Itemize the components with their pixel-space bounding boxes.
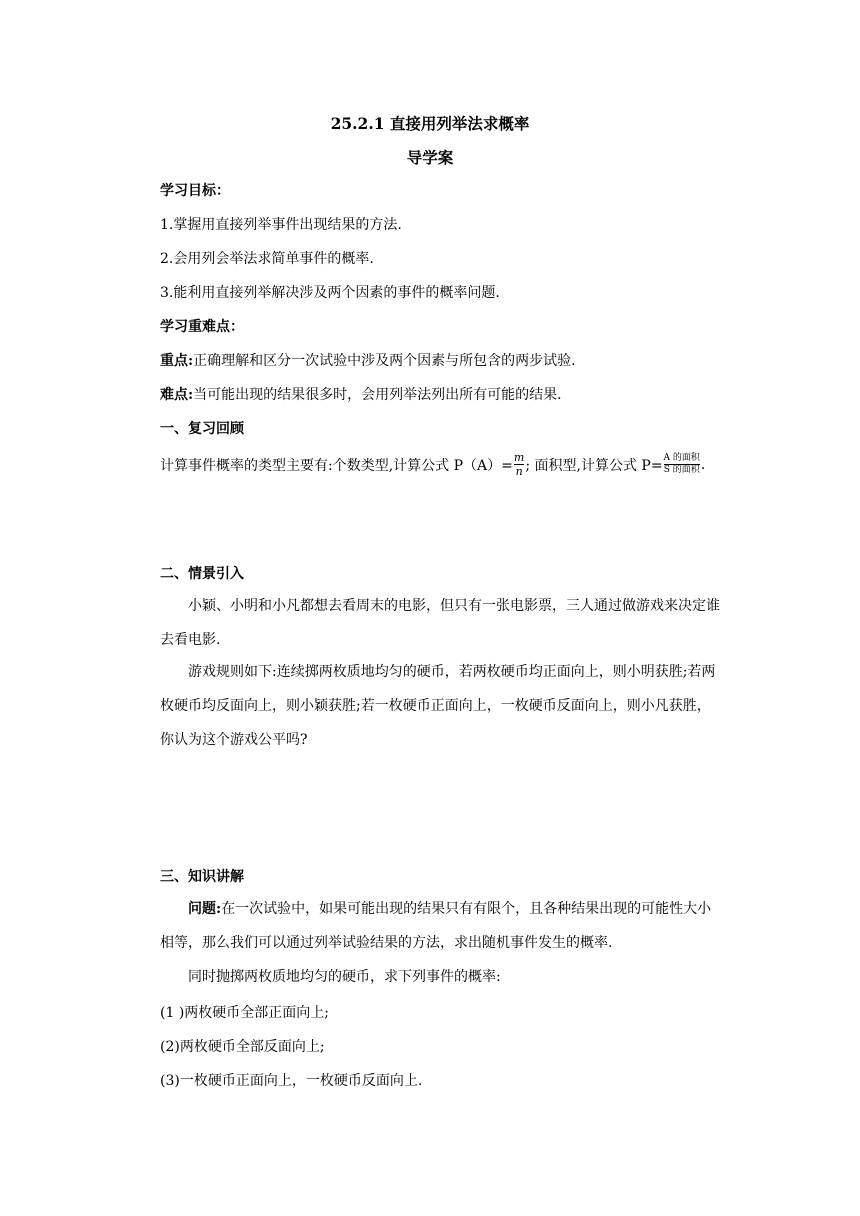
goal-item-1: 1.掌握用直接列举事件出现结果的方法. <box>160 217 402 233</box>
problem-label: 问题: <box>188 901 222 917</box>
exercise-intro: 同时抛掷两枚质地均匀的硬币，求下列事件的概率: <box>188 969 501 985</box>
review-text-c: . <box>700 456 706 473</box>
review-text-a: 计算事件概率的类型主要有:个数类型,计算公式 P（A）= <box>160 457 513 474</box>
problem-text: 在一次试验中，如果可能出现的结果只有有限个，且各种结果出现的可能性大小相等，那么我们可以通过列举试验结果的方法，求出随机事件发生的概率. <box>160 901 712 951</box>
key-point-text: 正确理解和区分一次试验中涉及两个因素与所包含的两步试验. <box>193 353 576 369</box>
fraction-denominator-n: n <box>515 465 523 478</box>
keypoints-heading: 学习重难点： <box>160 319 244 335</box>
scenario-paragraph-2: 游戏规则如下:连续掷两枚质地均匀的硬币，若两枚硬币均正面向上，则小明获胜;若两枚硬币均反面向上，则小颖获胜;若一枚硬币正面向上，一枚硬币反面向上，则小凡获胜，你认为这个游戏公平吗? <box>160 664 716 748</box>
area-type-fraction <box>664 454 700 475</box>
scenario-paragraph-1: 小颖、小明和小凡都想去看周末的电影，但只有一张电影票，三人通过做游戏来决定谁去看电影. <box>160 598 720 648</box>
goals-heading: 学习目标： <box>160 183 230 199</box>
exercise-item-3: (3)一枚硬币正面向上，一枚硬币反面向上. <box>160 1073 423 1089</box>
goal-item-2: 2.会用列会举法求简单事件的概率. <box>160 251 374 267</box>
key-point-label: 重点: <box>160 353 194 369</box>
key-point <box>160 350 576 370</box>
fraction-denominator-area-s: S 的面积 <box>663 465 700 475</box>
document-title: 25.2.1 直接用列举法求概率 <box>330 114 530 133</box>
review-formula-line <box>160 452 705 477</box>
exercise-item-2: (2)两枚硬币全部反面向上; <box>160 1039 325 1055</box>
hard-point-label: 难点: <box>160 387 194 403</box>
document-subtitle: 导学案 <box>406 148 454 167</box>
review-text-b: ; 面积型,计算公式 P= <box>525 457 663 474</box>
exercise-item-1: (1 )两枚硬币全部正面向上; <box>160 1005 329 1021</box>
fraction-numerator-area-a: A 的面积 <box>663 453 700 463</box>
count-type-fraction <box>514 452 524 477</box>
goal-item-3: 3.能利用直接列举解决涉及两个因素的事件的概率问题. <box>160 285 500 301</box>
section2-heading: 二、情景引入 <box>160 566 244 582</box>
fraction-numerator-m: m <box>513 451 525 464</box>
hard-point <box>160 384 562 404</box>
section3-heading: 三、知识讲解 <box>160 869 244 885</box>
problem-paragraph <box>160 892 720 960</box>
hard-point-text: 当可能出现的结果很多时，会用列举法列出所有可能的结果. <box>193 387 562 403</box>
section1-heading: 一、复习回顾 <box>160 421 244 437</box>
